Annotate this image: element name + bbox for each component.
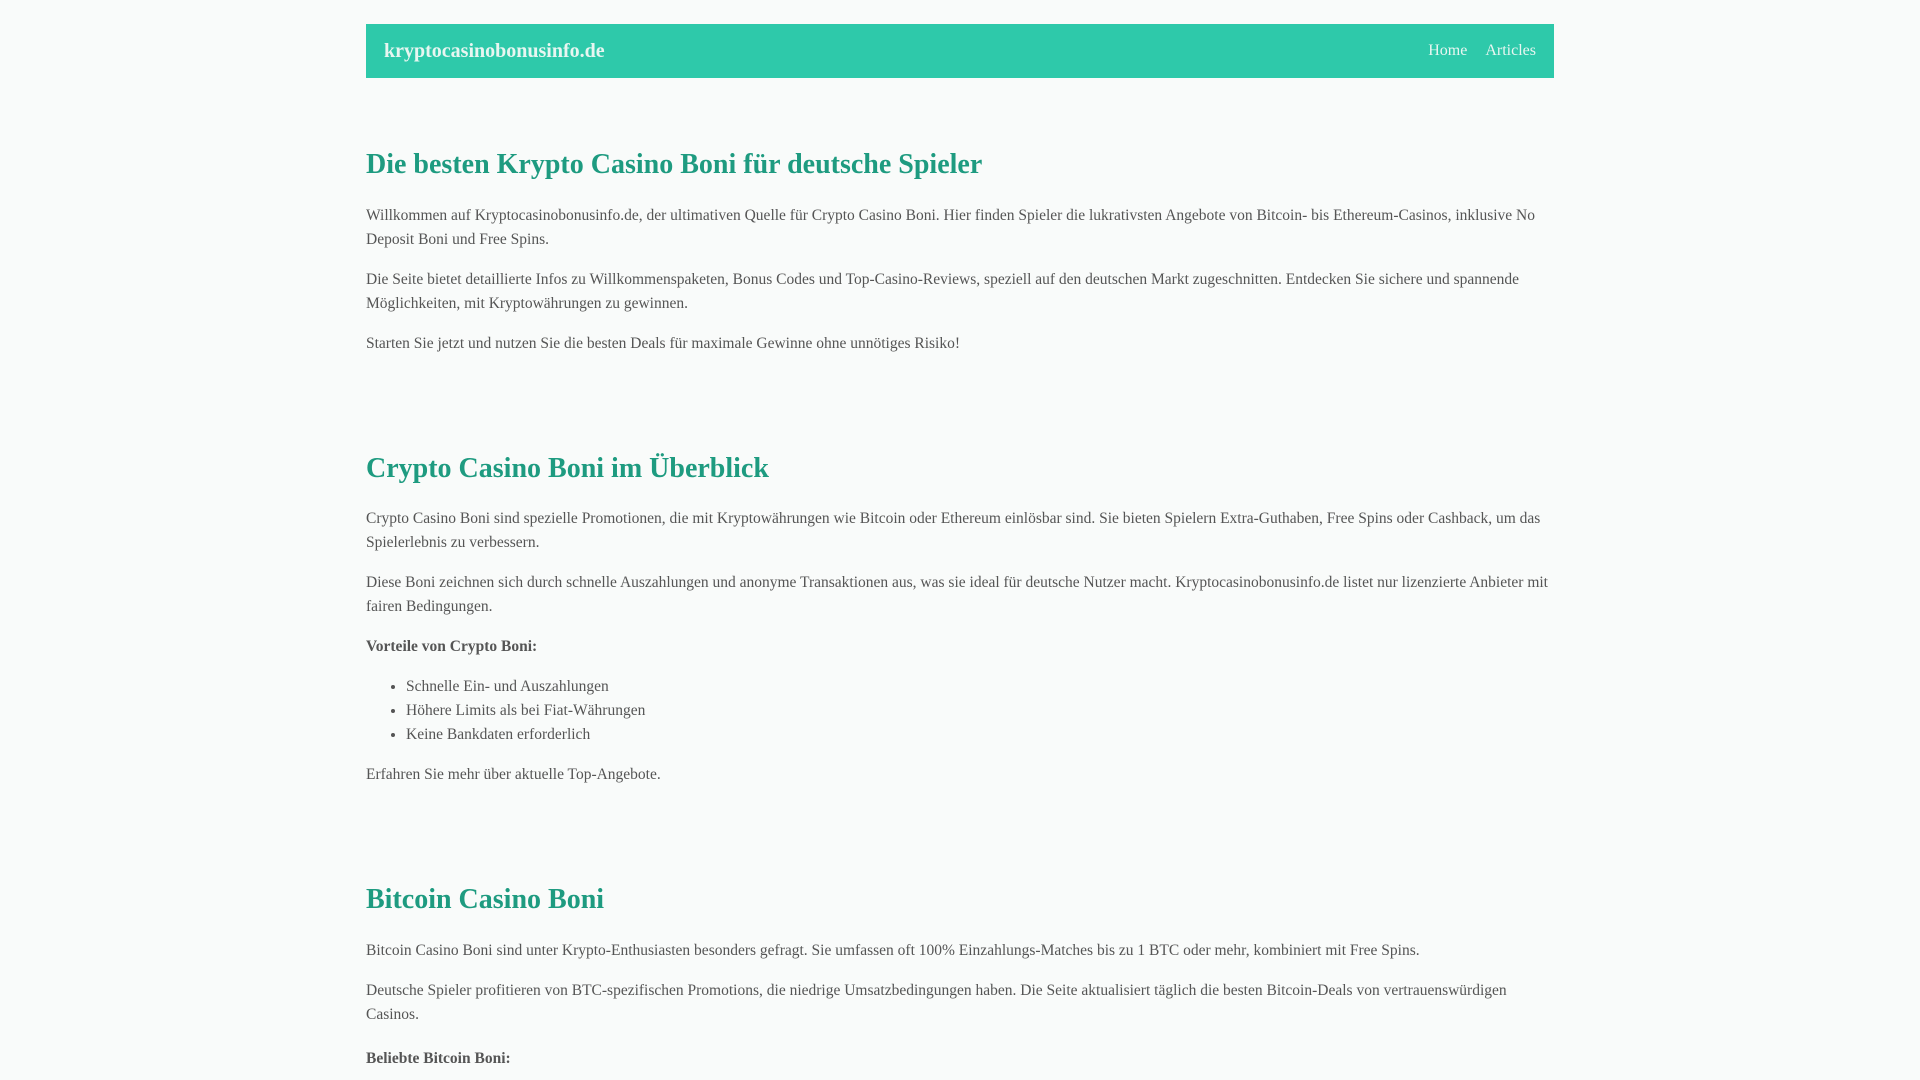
intro-paragraph-1: Willkommen auf Kryptocasinobonusinfo.de, der ultimativen Quelle für Crypto Casino Boni. Hier finden Spieler die lukrativsten Angebote von Bitcoin- bis Ethereum-Casinos, inklusive No Deposit Boni und Free Spins. — [366, 206, 1535, 248]
intro-paragraph-2: Die Seite bietet detaillierte Infos zu Willkommenspaketen, Bonus Codes und Top-Casino-Reviews, speziell auf den deutschen Markt zugeschnitten. Entdecken Sie sichere und spannende Möglichkeiten, mit Kryptowährungen zu gewinnen. — [366, 270, 1520, 312]
overview-title: Crypto Casino Boni im Überblick — [366, 452, 769, 484]
page-container — [366, 24, 1554, 1071]
bitcoin-list-heading — [366, 1047, 1554, 1071]
overview-list-heading — [366, 635, 1554, 659]
nav-home-link[interactable]: Home — [1428, 42, 1468, 59]
overview-paragraph-1: Crypto Casino Boni sind spezielle Promotionen, die mit Kryptowährungen wie Bitcoin oder Ethereum einlösbar sind. Sie bieten Spielern Extra-Guthaben, Free Spins oder Cashback, um das Spielerlebnis zu verbessern. — [366, 510, 1541, 552]
intro-title: Die besten Krypto Casino Boni für deutsche Spieler — [366, 149, 983, 180]
list-item: • Schnelle Ein- und Auszahlungen — [406, 675, 1554, 699]
overview-list-heading-text: Vorteile von Crypto Boni: — [366, 638, 538, 656]
main-nav — [1428, 42, 1536, 60]
overview-section — [366, 452, 1554, 788]
site-brand-link[interactable]: kryptocasinobonusinfo.de — [384, 39, 605, 62]
overview-closing: Erfahren Sie mehr über aktuelle Top-Angebote. — [366, 766, 661, 784]
intro-paragraph-3: Starten Sie jetzt und nutzen Sie die besten Deals für maximale Gewinne ohne unnötiges Risiko! — [366, 334, 961, 352]
list-item: • Keine Bankdaten erforderlich — [406, 723, 1554, 747]
list-item: • Höhere Limits als bei Fiat-Währungen — [406, 699, 1554, 723]
top-navbar — [366, 24, 1554, 78]
bitcoin-list-heading-text: Beliebte Bitcoin Boni: — [366, 1049, 511, 1067]
intro-section — [366, 148, 1554, 356]
bitcoin-title: Bitcoin Casino Boni — [366, 884, 605, 916]
nav-articles-link[interactable]: Articles — [1485, 42, 1536, 59]
overview-benefits-list — [366, 675, 1554, 747]
bitcoin-paragraph-2: Deutsche Spieler profitieren von BTC-spezifischen Promotions, die niedrige Umsatzbedingungen haben. Die Seite aktualisiert täglich die besten Bitcoin-Deals von vertrauenswürdigen Casinos. — [366, 981, 1507, 1023]
overview-paragraph-2: Diese Boni zeichnen sich durch schnelle Auszahlungen und anonyme Transaktionen aus, was sie ideal für deutsche Nutzer macht. Kryptocasinobonusinfo.de listet nur lizenzierte Anbieter mit fairen Bedingungen. — [366, 574, 1548, 616]
bitcoin-paragraph-1: Bitcoin Casino Boni sind unter Krypto-Enthusiasten besonders gefragt. Sie umfassen oft 100% Einzahlungs-Matches bis zu 1 BTC oder mehr, kombiniert mit Free Spins. — [366, 941, 1420, 959]
bitcoin-section — [366, 883, 1554, 1071]
